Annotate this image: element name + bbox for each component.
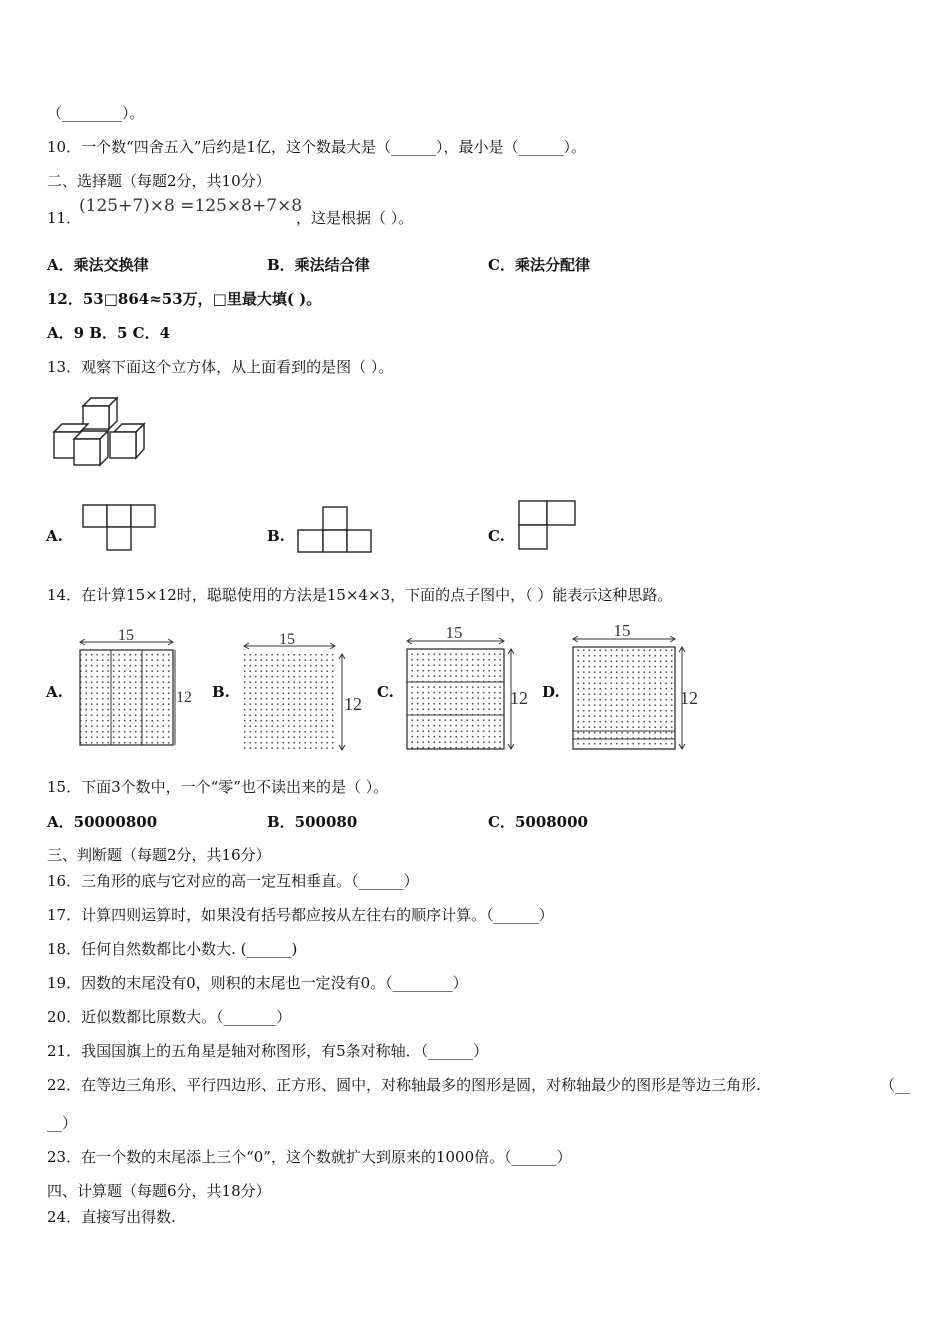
- q14-option-b: B.: [212, 683, 230, 701]
- q11-option-b: B．乘法结合律: [267, 256, 370, 274]
- q11-option-c: C．乘法分配律: [488, 256, 590, 274]
- question-18: 18．任何自然数都比小数大. (______): [47, 940, 298, 958]
- q14-c-width-label: 15: [445, 623, 463, 642]
- q14-b-width-label: 15: [279, 631, 295, 648]
- q13-figure-b: [297, 506, 373, 554]
- q14-d-width-label: 15: [613, 621, 631, 640]
- q13-option-a: A.: [46, 527, 63, 545]
- q15-option-c: C．5008000: [488, 813, 588, 831]
- section-4-heading: 四、计算题（每题6分，共18分）: [47, 1182, 271, 1200]
- question-11-number: 11．: [47, 209, 82, 227]
- q22-blank-start: （__: [880, 1076, 911, 1094]
- q11-option-a: A．乘法交换律: [47, 256, 149, 274]
- q14-figure-d: [570, 620, 702, 752]
- q14-figure-c: [404, 624, 532, 752]
- q15-option-a: A．50000800: [47, 813, 158, 831]
- q14-option-d: D.: [542, 683, 560, 701]
- section-2-heading: 二、选择题（每题2分，共10分）: [47, 172, 271, 190]
- q13-figure-a: [82, 504, 157, 552]
- q14-c-height-label: 12: [510, 688, 528, 708]
- q13-option-b: B.: [267, 527, 285, 545]
- question-23: 23．在一个数的末尾添上三个“0”，这个数就扩大到原来的1000倍。（______）: [47, 1148, 572, 1166]
- cube-figure: [54, 398, 146, 468]
- question-12: 12．53□864≈53万，□里最大填( )。: [47, 290, 322, 308]
- question-24: 24．直接写出得数.: [47, 1208, 176, 1226]
- q14-a-height-label: 12: [176, 689, 192, 706]
- question-11-formula: (125+7)×8 =125×8+7×8: [79, 196, 303, 216]
- q22-blank-end: __）: [47, 1114, 78, 1132]
- question-19: 19．因数的末尾没有0，则积的末尾也一定没有0。（________）: [47, 974, 468, 992]
- q14-figure-b: [242, 630, 362, 752]
- q14-option-c: C.: [377, 683, 394, 701]
- question-10: 10．一个数“四舍五入”后约是1亿，这个数最大是（______），最小是（______）。: [47, 138, 586, 156]
- q13-figure-c: [518, 500, 578, 552]
- question-20: 20．近似数都比原数大。（_______）: [47, 1008, 292, 1026]
- q15-option-b: B．500080: [267, 813, 358, 831]
- question-17: 17．计算四则运算时，如果没有括号都应按从左往右的顺序计算。（______）: [47, 906, 554, 924]
- question-22: 22．在等边三角形、平行四边形、正方形、圆中，对称轴最多的图形是圆，对称轴最少的图形是等边三角形.: [47, 1076, 761, 1094]
- question-16: 16．三角形的底与它对应的高一定互相垂直。（______）: [47, 872, 419, 890]
- question-11-text: ，这是根据（ ）。: [296, 209, 414, 227]
- q14-figure-a: [78, 627, 192, 748]
- question-15: 15．下面3个数中，一个“零”也不读出来的是（ ）。: [47, 778, 389, 796]
- question-13: 13．观察下面这个立方体，从上面看到的是图（ ）。: [47, 358, 394, 376]
- q14-d-height-label: 12: [680, 688, 698, 708]
- question-21: 21．我国国旗上的五角星是轴对称图形，有5条对称轴．（______）: [47, 1042, 489, 1060]
- q9-tail: （________）。: [47, 104, 145, 122]
- q13-option-c: C.: [488, 527, 505, 545]
- q12-options: A．9 B．5 C．4: [47, 324, 171, 342]
- q14-option-a: A.: [46, 683, 63, 701]
- section-3-heading: 三、判断题（每题2分，共16分）: [47, 846, 271, 864]
- q14-b-height-label: 12: [344, 694, 362, 714]
- question-14: 14．在计算15×12时，聪聪使用的方法是15×4×3，下面的点子图中，（ ）能表示这种思路。: [47, 586, 673, 604]
- q14-a-width-label: 15: [118, 627, 134, 644]
